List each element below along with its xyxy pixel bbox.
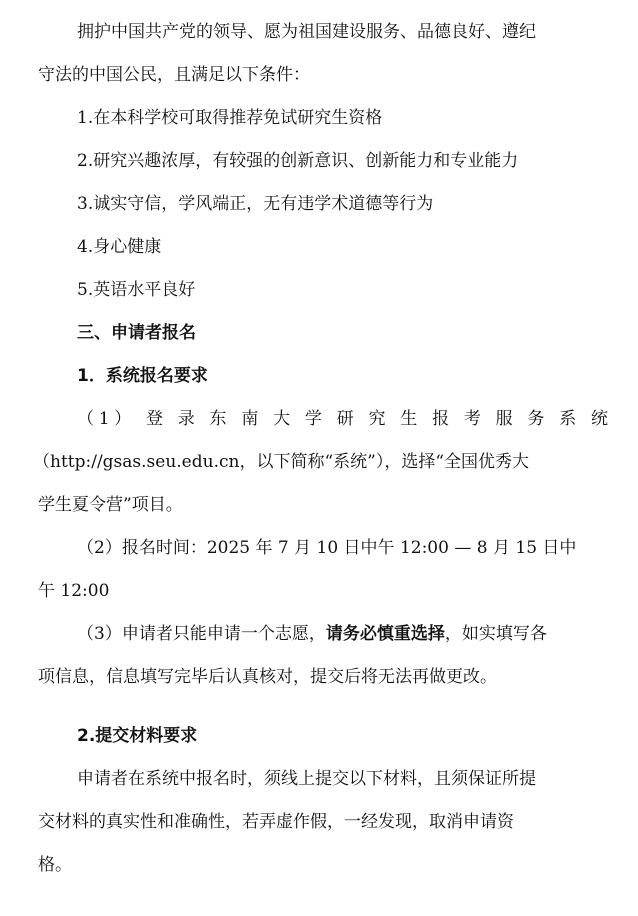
item-2-line-1: （2）报名时间：2025 年 7 月 10 日中午 12:00 — 8 月 15 日中: [77, 538, 577, 558]
section-3-title: 三、申请者报名: [77, 323, 196, 343]
materials-line-1: 申请者在系统中报名时，须线上提交以下材料，且须保证所提: [77, 769, 536, 789]
item-3-text-pre: （3）申请者只能申请一个志愿，: [77, 624, 326, 644]
subsection-2-title: 2.提交材料要求: [77, 726, 198, 746]
condition-1: 1.在本科学校可取得推荐免试研究生资格: [77, 108, 383, 128]
condition-3: 3.诚实守信，学风端正，无有违学术道德等行为: [77, 194, 434, 214]
item-3-line-2: 项信息，信息填写完毕后认真核对，提交后将无法再做更改。: [38, 667, 497, 687]
item-3-emphasis: 请务必慎重选择: [325, 624, 445, 644]
item-1-line-1: （1） 登 录 东 南 大 学 研 究 生 报 考 服 务 系 统: [77, 409, 608, 429]
item-3-line-1: [0, 623, 638, 645]
item-3-text-post: ，如实填写各: [444, 624, 547, 644]
condition-2: 2.研究兴趣浓厚，有较强的创新意识、创新能力和专业能力: [77, 151, 519, 171]
materials-line-2: 交材料的真实性和准确性，若弄虚作假，一经发现，取消申请资: [38, 812, 514, 832]
item-1-line-2: （http://gsas.seu.edu.cn，以下简称“系统”），选择“全国优秀大: [33, 452, 530, 472]
subsection-1-title: 1．系统报名要求: [77, 366, 208, 386]
item-1-line-3: 学生夏令营”项目。: [38, 495, 183, 515]
materials-line-3: 格。: [38, 855, 72, 875]
condition-4: 4.身心健康: [77, 237, 162, 257]
item-2-line-2: 午 12:00: [38, 581, 110, 601]
intro-line-2: 守法的中国公民，且满足以下条件：: [38, 65, 310, 85]
condition-5: 5.英语水平良好: [77, 280, 196, 300]
intro-line-1: 拥护中国共产党的领导、愿为祖国建设服务、品德良好、遵纪: [77, 22, 536, 42]
